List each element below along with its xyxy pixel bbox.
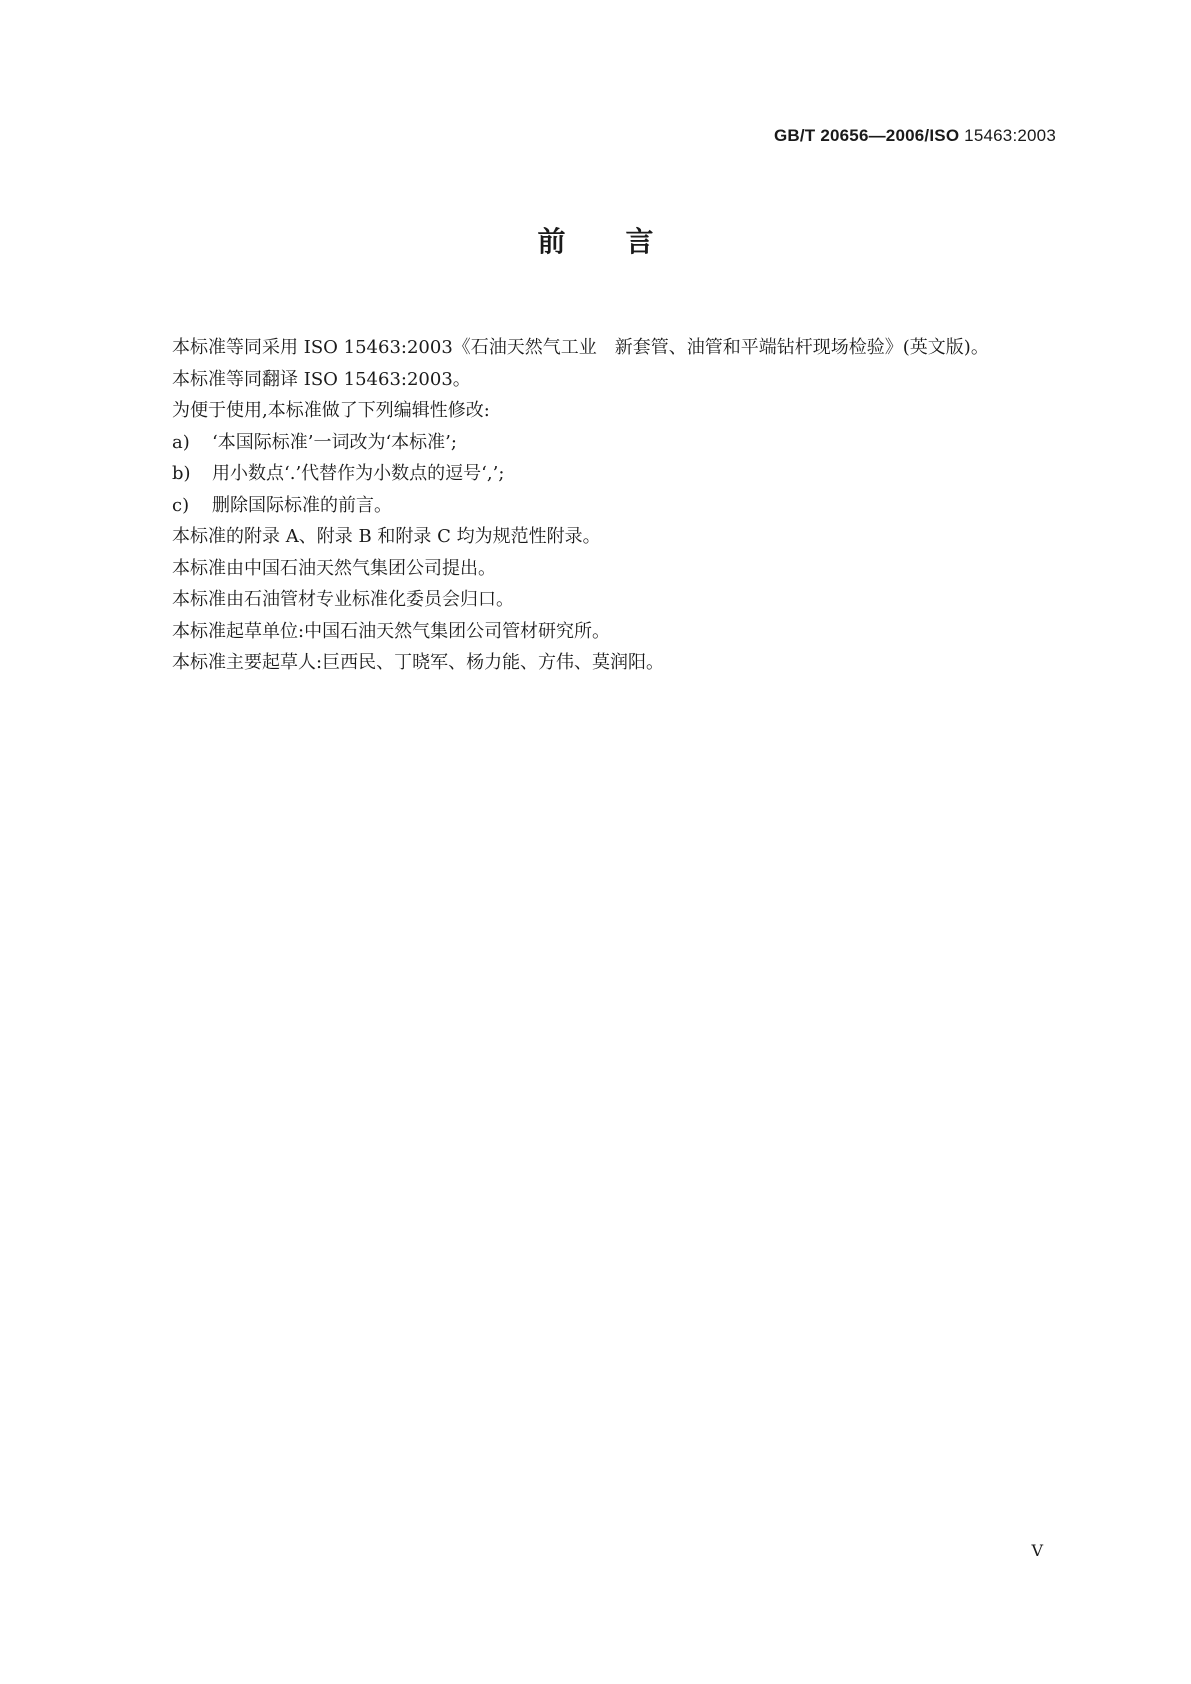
paragraph-proposer: 本标准由中国石油天然气集团公司提出。 xyxy=(172,557,496,579)
list-item-marker: c) xyxy=(172,494,190,516)
paragraph-adoption: 本标准等同采用 ISO 15463:2003《石油天然气工业 新套管、油管和平端钻杆现场检验》(英文版)。 xyxy=(172,337,989,358)
list-item-text: 删除国际标准的前言。 xyxy=(212,494,392,516)
paragraph-committee: 本标准由石油管材专业标准化委员会归口。 xyxy=(172,589,514,610)
list-item xyxy=(136,490,1058,522)
standard-code-iso: ISO xyxy=(929,126,960,145)
standard-code-header xyxy=(774,126,1056,146)
paragraph-drafting-unit: 本标准起草单位:中国石油天然气集团公司管材研究所。 xyxy=(172,620,611,642)
page-number: V xyxy=(1031,1541,1043,1560)
standard-code-gbt: GB/T xyxy=(773,126,816,145)
standard-code-iso-number: 15463:2003 xyxy=(959,126,1056,145)
list-item-text: 用小数点‘.’代替作为小数点的逗号‘,’; xyxy=(212,463,505,484)
paragraph-drafters: 本标准主要起草人:巨西民、丁晓军、杨力能、方伟、莫润阳。 xyxy=(172,652,665,673)
list-item-marker: b) xyxy=(172,463,191,484)
list-item xyxy=(136,458,1058,490)
paragraph-translation: 本标准等同翻译 ISO 15463:2003。 xyxy=(172,368,471,390)
page-title: 前言 xyxy=(537,225,714,258)
foreword-body xyxy=(136,332,1058,679)
paragraph-annexes: 本标准的附录 A、附录 B 和附录 C 均为规范性附录。 xyxy=(172,526,601,547)
list-item xyxy=(136,427,1058,459)
list-item-text: ‘本国际标准’一词改为‘本标准’; xyxy=(212,431,457,453)
list-item-marker: a) xyxy=(172,431,190,453)
paragraph-editorial-changes: 为便于使用,本标准做了下列编辑性修改: xyxy=(172,400,490,421)
standard-code-number: 20656—2006/ xyxy=(815,126,930,145)
